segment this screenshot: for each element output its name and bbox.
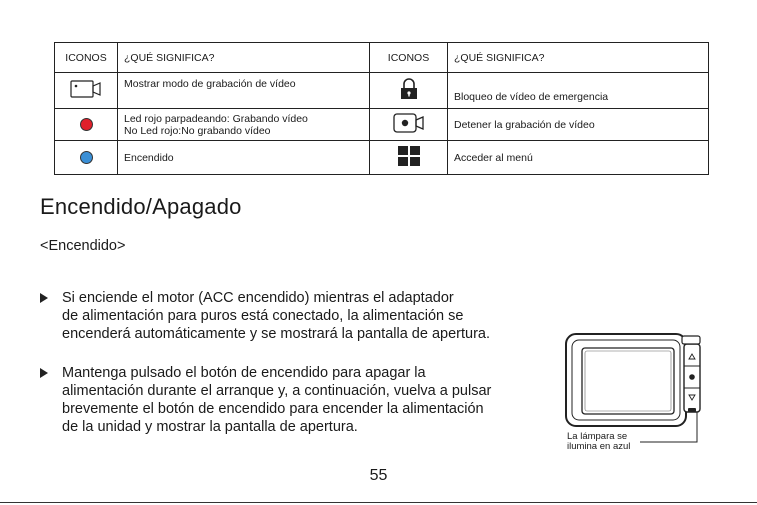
lock-icon <box>399 78 419 100</box>
meaning-stop-recording: Detener la grabación de vídeo <box>448 109 709 141</box>
footer-divider <box>0 502 757 503</box>
meaning-red-led-line1: Led rojo parpadeando: Grabando vídeo <box>124 112 308 125</box>
video-camera-icon <box>70 79 102 99</box>
stop-recording-icon <box>393 112 425 134</box>
header-meaning-1: ¿QUÉ SIGNIFICA? <box>118 43 370 73</box>
bullet-item <box>40 364 540 436</box>
bullet-triangle-icon <box>40 368 48 378</box>
table-header-row <box>55 43 709 73</box>
menu-grid-icon <box>397 145 421 167</box>
header-icons-1: ICONOS <box>55 43 118 73</box>
meaning-emergency-lock: Bloqueo de vídeo de emergencia <box>448 73 709 109</box>
meaning-red-led-line2: No Led rojo:No grabando vídeo <box>124 124 271 137</box>
page-number: 55 <box>369 467 388 484</box>
blue-dot-icon <box>80 151 93 164</box>
subsection-title: <Encendido> <box>40 238 126 254</box>
table-row <box>55 141 709 175</box>
bullet-text: Mantenga pulsado el botón de encendido para apagar la alimentación durante el arranque y, a continuación, vuelva a pulsar brevemente el botón de encendido para encender la alimentación de la unidad y mostrar la pantalla de apertura. <box>62 365 492 435</box>
meaning-power-on: Encendido <box>118 141 370 175</box>
bullet-text: Si enciende el motor (ACC encendido) mientras el adaptador de alimentación para puros está conectado, la alimentación se encenderá automáticamente y se mostrará la pantalla de apertura. <box>62 290 490 342</box>
table-row <box>55 109 709 141</box>
section-title: Encendido/Apagado <box>40 194 242 219</box>
bullet-triangle-icon <box>40 293 48 303</box>
table-row <box>55 73 709 109</box>
meaning-red-led <box>118 109 370 141</box>
meaning-access-menu: Acceder al menú <box>448 141 709 175</box>
bullet-item <box>40 289 540 343</box>
header-icons-2: ICONOS <box>370 43 448 73</box>
red-dot-icon <box>80 118 93 131</box>
header-meaning-2: ¿QUÉ SIGNIFICA? <box>448 43 709 73</box>
meaning-video-mode: Mostrar modo de grabación de vídeo <box>118 73 370 109</box>
lamp-callout-label: La lámpara se ilumina en azul <box>567 431 631 452</box>
icon-legend-table <box>54 42 709 175</box>
